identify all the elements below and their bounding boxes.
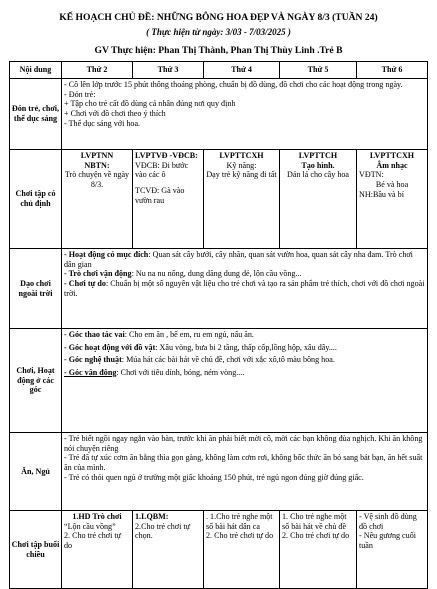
text-line: - Thể dục sáng với hoa. [64,118,141,128]
item-label: - Trò chơi vận động [64,269,132,279]
cell-line: NBTN: [84,160,110,170]
text-line [64,330,425,340]
cell-line: . 1.Cho trẻ nghe một số bài hát dân ca [206,512,273,531]
text-line: + Chơi với đồ chơi theo ý thích [64,109,166,119]
plan-teachers: GV Thực hiện: Phan Thị Thành, Phan Thị Thùy Linh .Trẻ B [94,45,343,56]
column-header: Thứ 3 [133,62,204,79]
item-text: : Quan sát cây bưởi, cây nhãn, quan sát vườn hoa, quan sát cây nha đam. Trò chơi dân gian [64,250,413,269]
item-text: : Chuẩn bị một số nguyên vật liệu cho trẻ chơi và tạo ra sản phẩm trẻ thích, chơi với đồ chơi ngoài trời. [64,279,425,298]
cell-line: Kỹ năng: [226,160,257,170]
cell-head: LVPTNN [80,151,114,160]
table-row-don-tre [10,79,428,150]
plan-title: KẾ HOẠCH CHỦ ĐỀ: NHỮNG BÔNG HOA ĐẸP VÀ NGÀY 8/3 (TUẦN 24) [59,12,378,23]
text-line: - Trẻ đã tự xúc cơm ăn bằng thìa gọn gàng, không làm cơm rơi, không bốc thức ăn bỏ sang bát bạn, ăn hết suất ăn của mình. [64,453,423,473]
day-cell-tue [133,511,204,589]
text-line: - Trẻ biết ngồi ngay ngắn vào bàn, trước khi ăn phải biết mời cô, mời các bạn không đùa nghịch. Khi ăn không nói chuyện riêng [64,434,423,453]
text-line: - Trẻ có thói quen ngủ ở trường một giấc khoảng 150 phút, trẻ ngủ ngon đúng giờ đúng giấc. [64,472,364,482]
row-content [62,433,428,511]
day-cell-fri [357,511,428,589]
day-cell-wed [204,150,280,249]
table-row-an-ngu [10,433,428,511]
plan-dates: ( Thực hiện từ ngày: 3/03 - 7/03/2025 ) [146,27,291,37]
item-text: : Nu na nu nống, dung dăng dung dẻ, lộn cầu vồng... [131,269,302,279]
item-label: - Góc hoạt động với đồ vật [64,342,156,352]
cell-head: LVPTTCXH [369,151,415,160]
text-line [64,355,425,365]
cell-line: - Nêu gương cuối tuần [359,531,416,551]
row-label: Chơi tập có chủ định [10,150,62,249]
item-text: : Chơi với tiêu dính, bóng, ném vòng.... [116,368,245,378]
column-header: Thứ 6 [357,62,428,79]
row-label: Ăn, Ngủ [10,433,62,511]
cell-head: LVPTTCXH [219,151,264,160]
row-label: Dạo chơi ngoài trời [10,249,62,329]
column-header: Thứ 5 [280,62,357,79]
cell-line: Dạy trẻ kỹ năng đi tất [206,170,277,180]
item-label: - Góc vận động [64,368,117,378]
item-text: : Cho em ăn , bế em, ru em ngủ, nấu ăn. [124,330,254,339]
item-text: : Xâu vòng, bưa bi 2 tầng, thấp cốp,lồng hộp, xâu dây.... [155,342,337,352]
text-line: + Tập cho trẻ cất đồ dùng cá nhân đúng nơi quy định [64,99,236,109]
row-label: Chơi, Hoạt động ở các góc [10,329,62,433]
cell-line: TCVĐ: Gà vào vườn rau [135,186,185,205]
cell-line: NH:Bầu và bí [359,189,404,199]
day-cell-mon [62,150,133,249]
item-label: - Chơi tự do [64,279,106,289]
cell-line: Âm nhạc [376,160,408,170]
text-line [64,250,425,269]
cell-line: 2. Cho trẻ chơi tự do [206,531,274,541]
day-cell-thu [280,150,357,249]
row-label: Đón trẻ, chơi, thể dục sáng [10,79,62,150]
row-content [62,79,428,150]
cell-head: LVPTTCH [298,151,338,160]
day-cell-wed [204,511,280,589]
text-line [64,279,425,298]
table-row-dao-choi [10,249,428,329]
table-row-hoat-dong-goc [10,329,428,433]
cell-line: Bé và hoa [375,180,409,190]
text-line [64,368,425,378]
column-header: Nội dung [10,62,62,79]
day-cell-fri [357,150,428,249]
text-line [64,269,425,279]
day-cell-mon [62,511,133,589]
table-row-choi-tap-co-chu-dinh [10,150,428,249]
item-label: - Góc nghệ thuật [64,355,122,365]
cell-line: “Lộn cầu vồng” [64,521,116,531]
cell-line: VĐCB: Đi bước vào các ô [135,160,189,180]
cell-head: 1.HD Trò chơi [72,512,122,521]
row-content [62,249,428,329]
cell-line: Tạo hình. [301,160,335,170]
row-content [62,329,428,433]
cell-line: VĐTN: [359,170,384,180]
cell-line: 2. Cho trẻ chơi tự do [282,531,350,541]
text-line: - Cô lên lớp trước 15 phút thông thoáng phòng, chuẩn bị đồ dùng, đồ chơi cho các hoạt động trong ngày. [64,80,403,89]
item-text: : Múa hát các bài hát về chủ đề, chơi với xắc xô,tô màu bông hoa. [121,355,335,365]
cell-head: LVPTVĐ -VĐCB: [135,151,198,160]
day-cell-thu [280,511,357,589]
column-header: Thứ 4 [204,62,280,79]
text-line: - Đón trẻ: [64,89,96,99]
column-header: Thứ 2 [62,62,133,79]
cell-line: Trò chuyện về ngày 8/3. [64,170,130,190]
cell-line: 2. Cho trẻ chơi tự do [64,531,121,551]
item-label: - Hoạt động có mục đích [64,250,149,259]
table-header-row [10,62,428,79]
cell-line: - Vệ sinh đồ dùng đồ chơi [359,512,417,531]
cell-line: 2.Cho trẻ chơi tự chọn. [135,521,190,541]
item-label: - Góc thao tác vai [64,330,125,339]
row-label: Chơi tập buổi chiều [10,511,62,589]
day-cell-tue [133,150,204,249]
cell-line: 1. Cho trẻ nghe một số bài hát về chủ đề [282,512,347,531]
table-row-choi-tap-chieu [10,511,428,589]
text-line [64,343,425,353]
cell-line: Dán lá cho cây hoa [286,170,350,180]
cell-head: 1.LQBM: [135,512,169,521]
plan-table [9,61,428,589]
